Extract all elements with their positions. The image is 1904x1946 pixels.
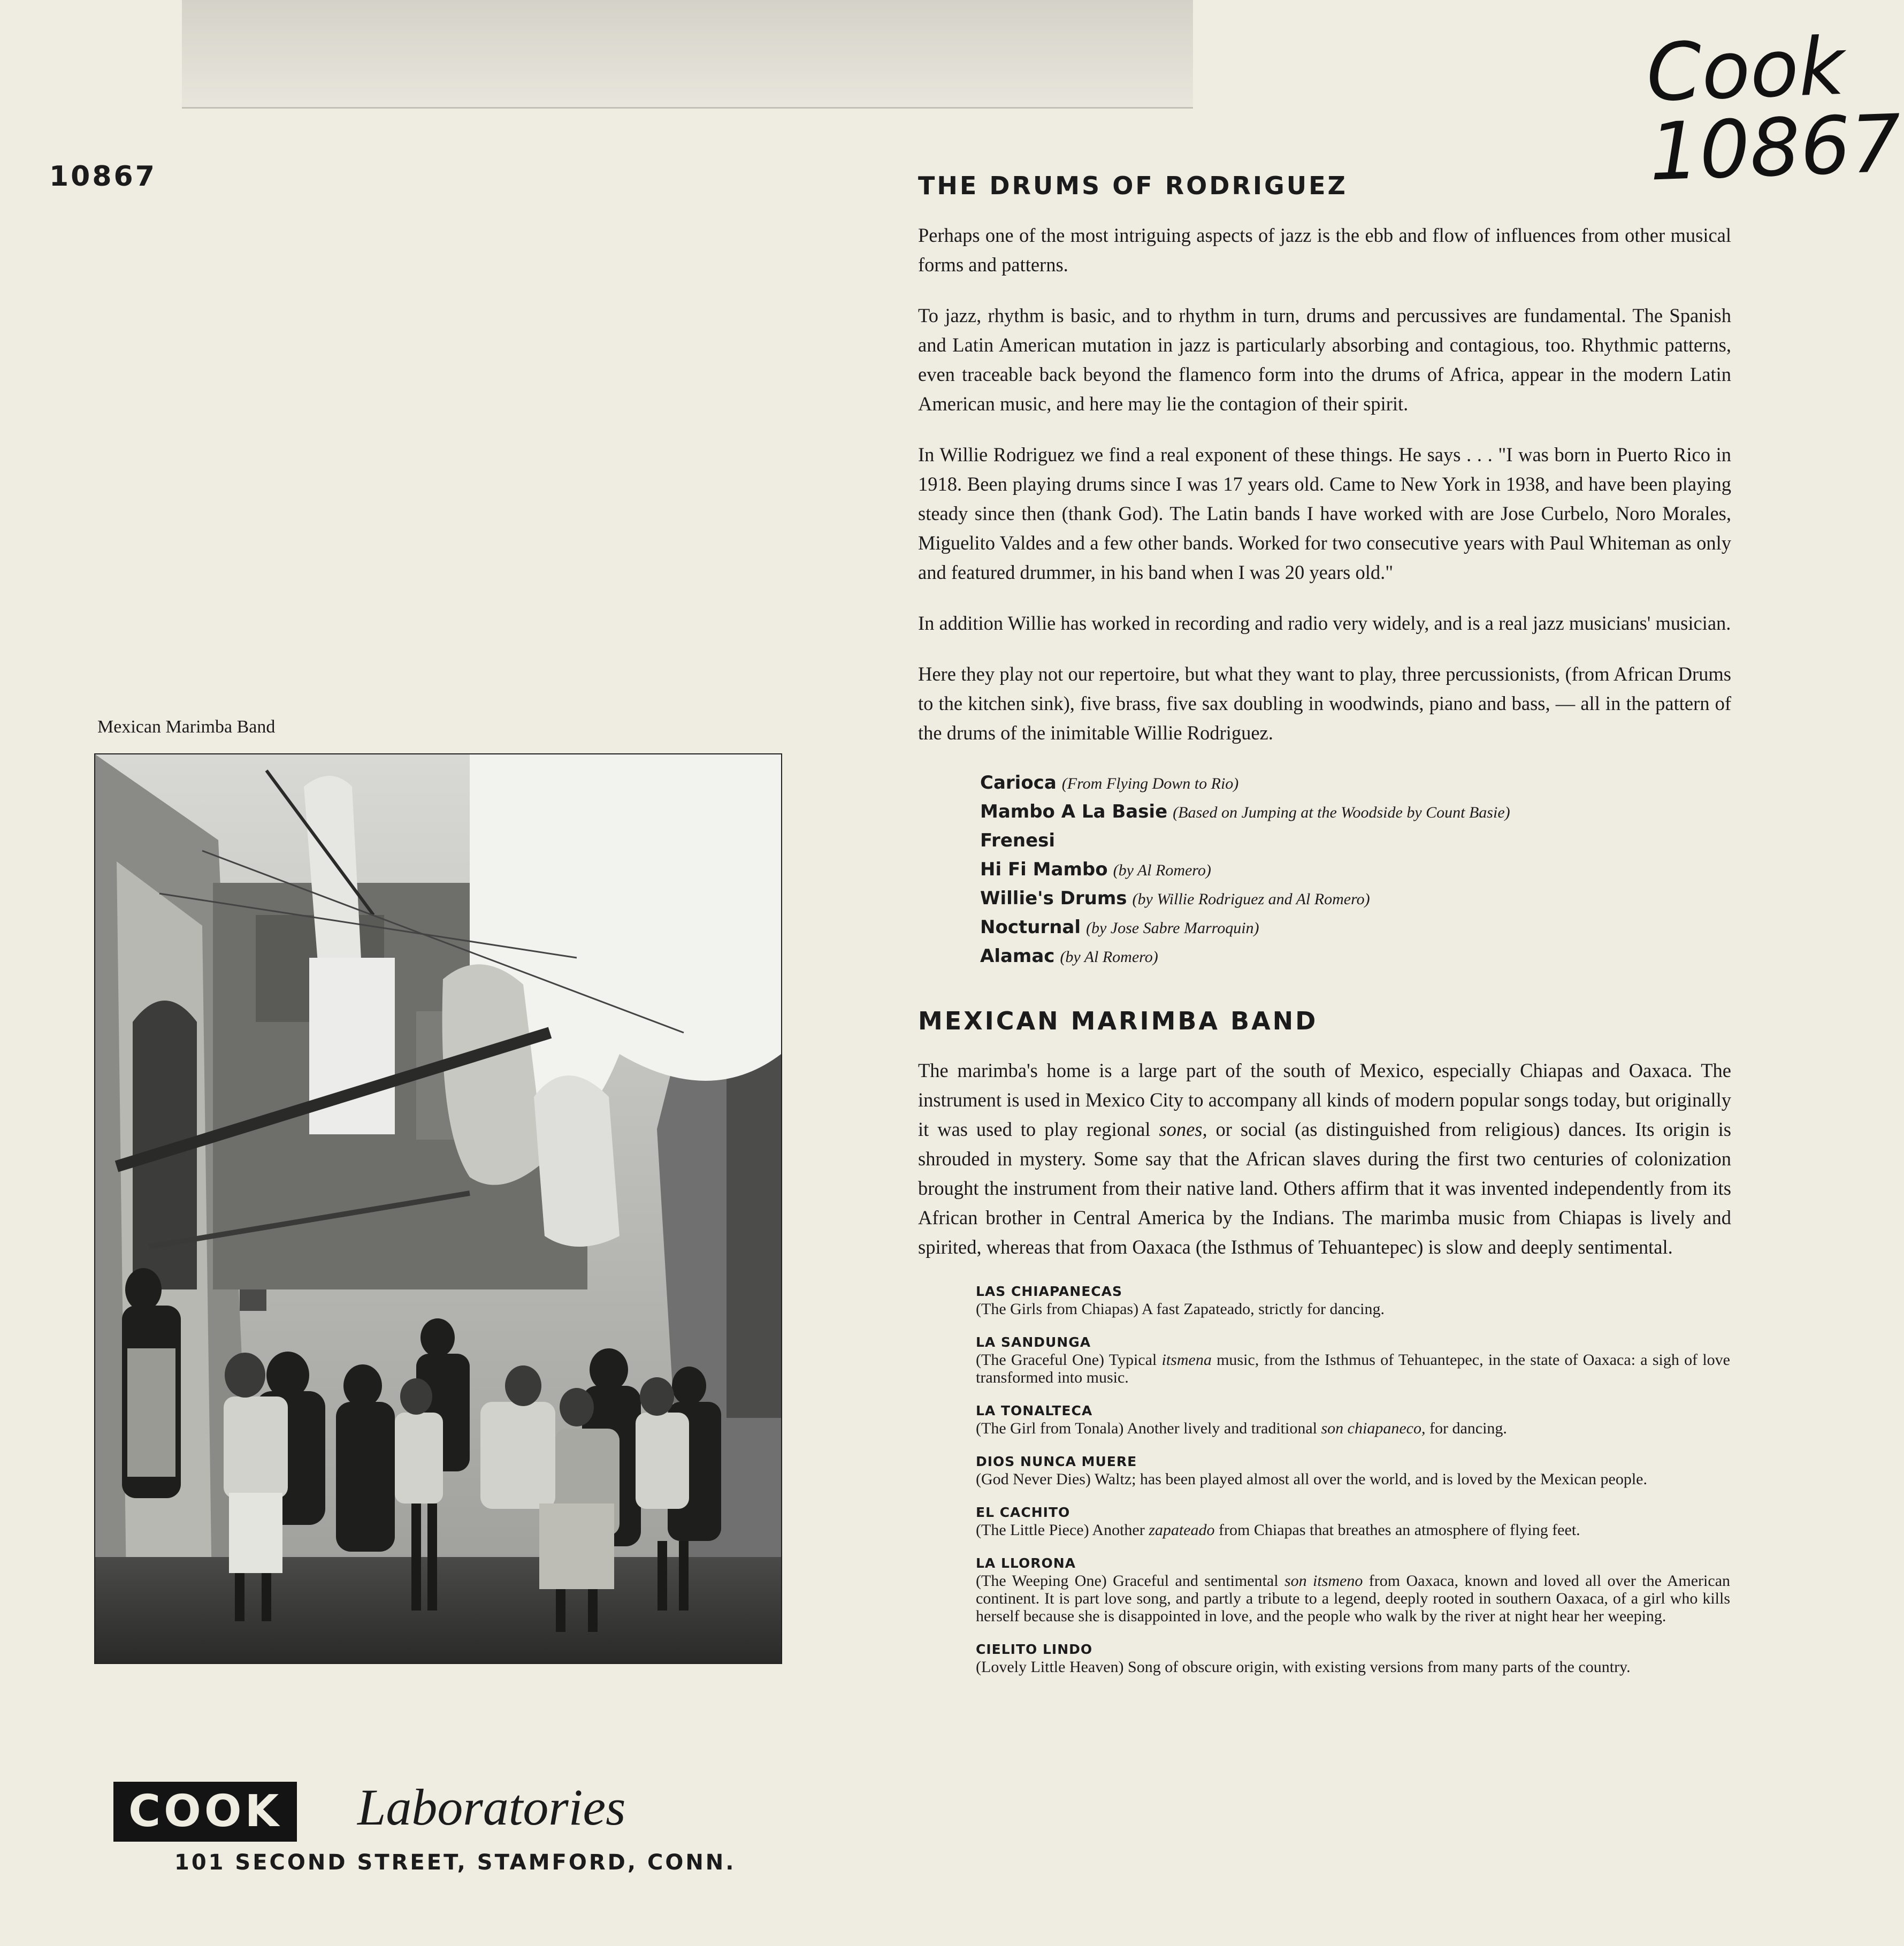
catalog-number: 10867: [49, 161, 157, 193]
cook-logo: COOK: [113, 1782, 297, 1842]
song-title: LA SANDUNGA: [976, 1334, 1091, 1350]
song-description: (God Never Dies) Waltz; has been played almost all over the world, and is loved by the Mexican people.: [976, 1470, 1647, 1488]
band-photo-image: [95, 754, 781, 1663]
track-title: Nocturnal: [980, 917, 1081, 938]
track-note: (Based on Jumping at the Woodside by Count Basie): [1173, 804, 1510, 821]
song-title: CIELITO LINDO: [976, 1642, 1093, 1657]
tape-strip: [182, 0, 1193, 109]
track-title: Carioca: [980, 772, 1057, 793]
marimba-intro-italic: sones,: [1159, 1118, 1207, 1140]
song-description: (The Girl from Tonala) Another lively and traditional son chiapaneco, for dancing.: [976, 1420, 1507, 1437]
track-note: (by Jose Sabre Marroquin): [1086, 919, 1259, 937]
track-note: (by Al Romero): [1060, 948, 1158, 966]
track-title: Willie's Drums: [980, 888, 1127, 909]
song-item: [976, 1555, 1730, 1625]
liner-notes: [918, 171, 1731, 1692]
song-item: [976, 1402, 1730, 1437]
drums-paragraph-5: Here they play not our repertoire, but what they want to play, three percussionists, (from African Drums to the kitchen sink), five brass, five sax doubling in woodwinds, piano and bass, — all in the pattern of the drums of the inimitable Willie Rodriguez.: [918, 663, 1731, 744]
track-note: (by Willie Rodriguez and Al Romero): [1132, 890, 1370, 908]
song-item: [976, 1504, 1730, 1539]
song-title: LA TONALTECA: [976, 1403, 1093, 1418]
track-title: Hi Fi Mambo: [980, 859, 1108, 880]
song-item: [976, 1641, 1730, 1676]
drums-paragraph-2: To jazz, rhythm is basic, and to rhythm in turn, drums and percussives are fundamental. The Spanish and Latin American mutation in jazz is particularly absorbing and contagious, too. Rhythmic patterns, even traceable back beyond the flamenco form into the drums of Africa, appear in the modern Latin American music, and here may lie the contagion of their spirit.: [918, 304, 1731, 415]
laboratories-wordmark: Laboratories: [357, 1779, 626, 1836]
song-item: [976, 1334, 1730, 1386]
marimba-heading: MEXICAN MARIMBA BAND: [918, 1006, 1318, 1035]
handwritten-line-2: 10867: [1647, 97, 1903, 199]
track-title: Alamac: [980, 945, 1055, 967]
track-item: [980, 884, 1731, 913]
drums-track-list: [980, 769, 1731, 971]
song-description: (The Girls from Chiapas) A fast Zapateado, strictly for dancing.: [976, 1300, 1385, 1318]
track-item: [980, 942, 1731, 971]
song-title: LAS CHIAPANECAS: [976, 1284, 1122, 1299]
marimba-intro-part-1: The marimba's home is a large part of the south of Mexico, especially Chiapas and Oaxaca. The instrument is used in Mexico City to accompany all kinds of modern popular songs today, but originally it was used to play regional: [918, 1059, 1731, 1140]
drums-heading: THE DRUMS OF RODRIGUEZ: [918, 171, 1348, 200]
track-title: Frenesi: [980, 830, 1056, 851]
marimba-song-list: [976, 1283, 1730, 1676]
track-item: [980, 856, 1731, 884]
drums-paragraph-4: In addition Willie has worked in recording and radio very widely, and is a real jazz musicians' musician.: [918, 612, 1731, 634]
song-item: [976, 1453, 1730, 1488]
track-item: [980, 827, 1731, 856]
track-note: (From Flying Down to Rio): [1061, 775, 1239, 792]
track-item: [980, 798, 1731, 827]
song-title: DIOS NUNCA MUERE: [976, 1454, 1137, 1469]
handwritten-line-1: Cook: [1645, 20, 1846, 119]
song-description: (The Little Piece) Another zapateado from Chiapas that breathes an atmosphere of flying feet.: [976, 1521, 1580, 1539]
handwritten-label: [1645, 20, 1903, 199]
song-title: LA LLORONA: [976, 1555, 1076, 1571]
band-photo: [94, 753, 782, 1664]
photo-caption: Mexican Marimba Band: [97, 717, 276, 737]
track-item: [980, 769, 1731, 798]
song-description: (The Graceful One) Typical itsmena music, from the Isthmus of Tehuantepec, in the state of Oaxaca: a sigh of love transformed into music.: [976, 1351, 1730, 1386]
track-note: (by Al Romero): [1113, 861, 1211, 879]
song-description: (Lovely Little Heaven) Song of obscure origin, with existing versions from many parts of the country.: [976, 1658, 1631, 1676]
drums-paragraph-1: Perhaps one of the most intriguing aspects of jazz is the ebb and flow of influences from other musical forms and patterns.: [918, 224, 1731, 276]
song-item: [976, 1283, 1730, 1318]
marimba-intro: [918, 1056, 1731, 1262]
address: 101 SECOND STREET, STAMFORD, CONN.: [174, 1850, 736, 1875]
track-title: Mambo A La Basie: [980, 801, 1168, 822]
drums-paragraph-3: In Willie Rodriguez we find a real exponent of these things. He says . . . "I was born in Puerto Rico in 1918. Been playing drums since I was 17 years old. Came to New York in 1938, and have been playing steady since then (thank God). The Latin bands I have worked with are Jose Curbelo, Noro Morales, Miguelito Valdes and a few other bands. Worked for two consecutive years with Paul Whiteman as only and featured drummer, in his band when I was 20 years old.": [918, 444, 1731, 583]
marimba-intro-part-2: or social (as distinguished from religious) dances. Its origin is shrouded in mystery. Some say that the African slaves during the first two centuries of colonization brought the instrument from their native land. Others affirm that it was invented independently from its African brother in Central America by the Indians. The marimba music from Chiapas is lively and spirited, whereas that from Oaxaca (the Isthmus of Tehuantepec) is slow and deeply sentimental.: [918, 1118, 1731, 1258]
track-item: [980, 913, 1731, 942]
song-title: EL CACHITO: [976, 1505, 1070, 1520]
song-description: (The Weeping One) Graceful and sentimental son itsmeno from Oaxaca, known and loved all over the American continent. It is part love song, and partly a tribute to a legend, deeply rooted in southern Oaxaca, of a girl who kills herself because she is disappointed in love, and the people who walk by the river at night hear her weeping.: [976, 1572, 1731, 1625]
